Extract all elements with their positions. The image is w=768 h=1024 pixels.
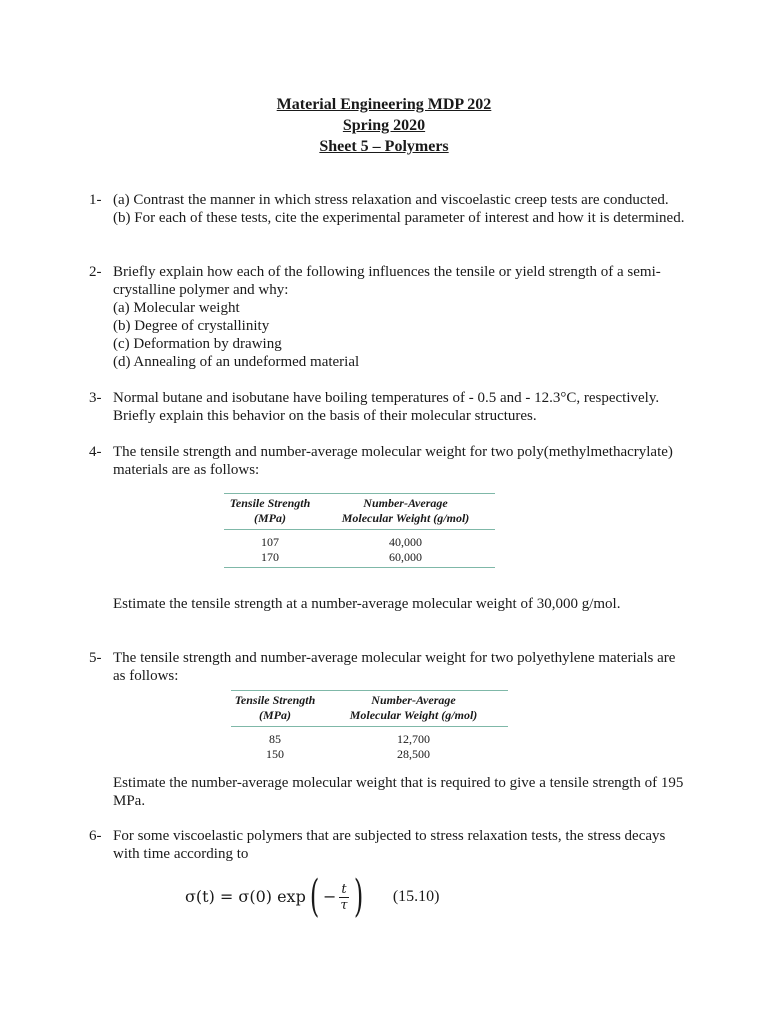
table-row — [224, 530, 495, 551]
table-header: Tensile Strength (MPa) — [231, 691, 319, 727]
table-cell: 40,000 — [389, 535, 422, 549]
table-cell: 85 — [269, 732, 281, 746]
list-item: (a) Molecular weight — [113, 300, 240, 316]
question-4-followup-text: Estimate the tensile strength at a number-average molecular weight of 30,000 g/mol. — [113, 596, 621, 612]
question-number: 3- — [89, 390, 102, 406]
question-3-text: Normal butane and isobutane have boiling temperatures of - 0.5 and - 12.3°C, respectively. Briefly explain this behavior on the basis of their molecular structures. — [113, 390, 660, 424]
question-4-followup — [89, 595, 689, 613]
question-3 — [89, 389, 689, 425]
question-5-followup — [89, 774, 689, 810]
semester: Spring 2020 — [342, 117, 426, 134]
question-6-text: For some viscoelastic polymers that are subjected to stress relaxation tests, the stress decays with time according to — [113, 828, 666, 862]
table-cell: 60,000 — [316, 550, 495, 568]
table-cell: 28,500 — [397, 747, 430, 761]
list-item: (c) Deformation by drawing — [113, 336, 282, 352]
table-header: Number-Average Molecular Weight (g/mol) — [319, 691, 508, 727]
question-2 — [89, 263, 689, 371]
question-1b: (b) For each of these tests, cite the experimental parameter of interest and how it is determined. — [113, 210, 685, 226]
question-1 — [89, 191, 689, 227]
question-number: 4- — [89, 444, 102, 460]
fraction-denominator: τ — [340, 897, 348, 913]
table-header: Tensile Strength (MPa) — [224, 494, 316, 530]
table-cell: 170 — [224, 550, 316, 568]
question-4 — [89, 443, 689, 479]
table-row — [231, 727, 508, 748]
question-6 — [89, 827, 689, 863]
question-number: 5- — [89, 650, 102, 666]
table-header: Number-Average Molecular Weight (g/mol) — [316, 494, 495, 530]
question-5-text: The tensile strength and number-average molecular weight for two polyethylene materials are as follows: — [113, 650, 676, 684]
question-2-text: Briefly explain how each of the following influences the tensile or yield strength of a semi-crystalline polymer and why: — [113, 264, 661, 298]
fraction-numerator: t — [341, 881, 347, 897]
question-number: 2- — [89, 264, 102, 280]
table-cell: 150 — [266, 747, 284, 761]
question-5-followup-text: Estimate the number-average molecular weight that is required to give a tensile strength of 195 MPa. — [113, 775, 684, 809]
question-1a: (a) Contrast the manner in which stress relaxation and viscoelastic creep tests are conducted. — [113, 192, 669, 208]
equation-number: (15.10) — [392, 888, 440, 905]
table-cell: 12,700 — [397, 732, 430, 746]
equation-fraction — [339, 882, 348, 913]
question-number: 1- — [89, 192, 102, 208]
list-item: (d) Annealing of an undeformed material — [113, 354, 360, 370]
question-number: 6- — [89, 828, 102, 844]
question-4-text: The tensile strength and number-average molecular weight for two poly(methylmethacrylate) materials are as follows: — [113, 444, 673, 478]
sheet-header — [0, 94, 768, 157]
question-5 — [89, 649, 689, 685]
table-row — [224, 550, 495, 568]
table-cell: 107 — [261, 535, 279, 549]
stress-decay-equation: σ(t) = σ(0) exp ( − $\frac{t}{\tau}$ ) (15.10) — [185, 871, 440, 922]
polyethylene-table — [231, 690, 508, 764]
list-item: (b) Degree of crystallinity — [113, 318, 270, 334]
pmma-table — [224, 493, 495, 568]
table-row — [231, 747, 508, 764]
course-title: Material Engineering MDP 202 — [276, 96, 492, 113]
equation-lhs: σ(t) = σ(0) exp — [185, 887, 306, 906]
sheet-title: Sheet 5 – Polymers — [319, 138, 449, 155]
